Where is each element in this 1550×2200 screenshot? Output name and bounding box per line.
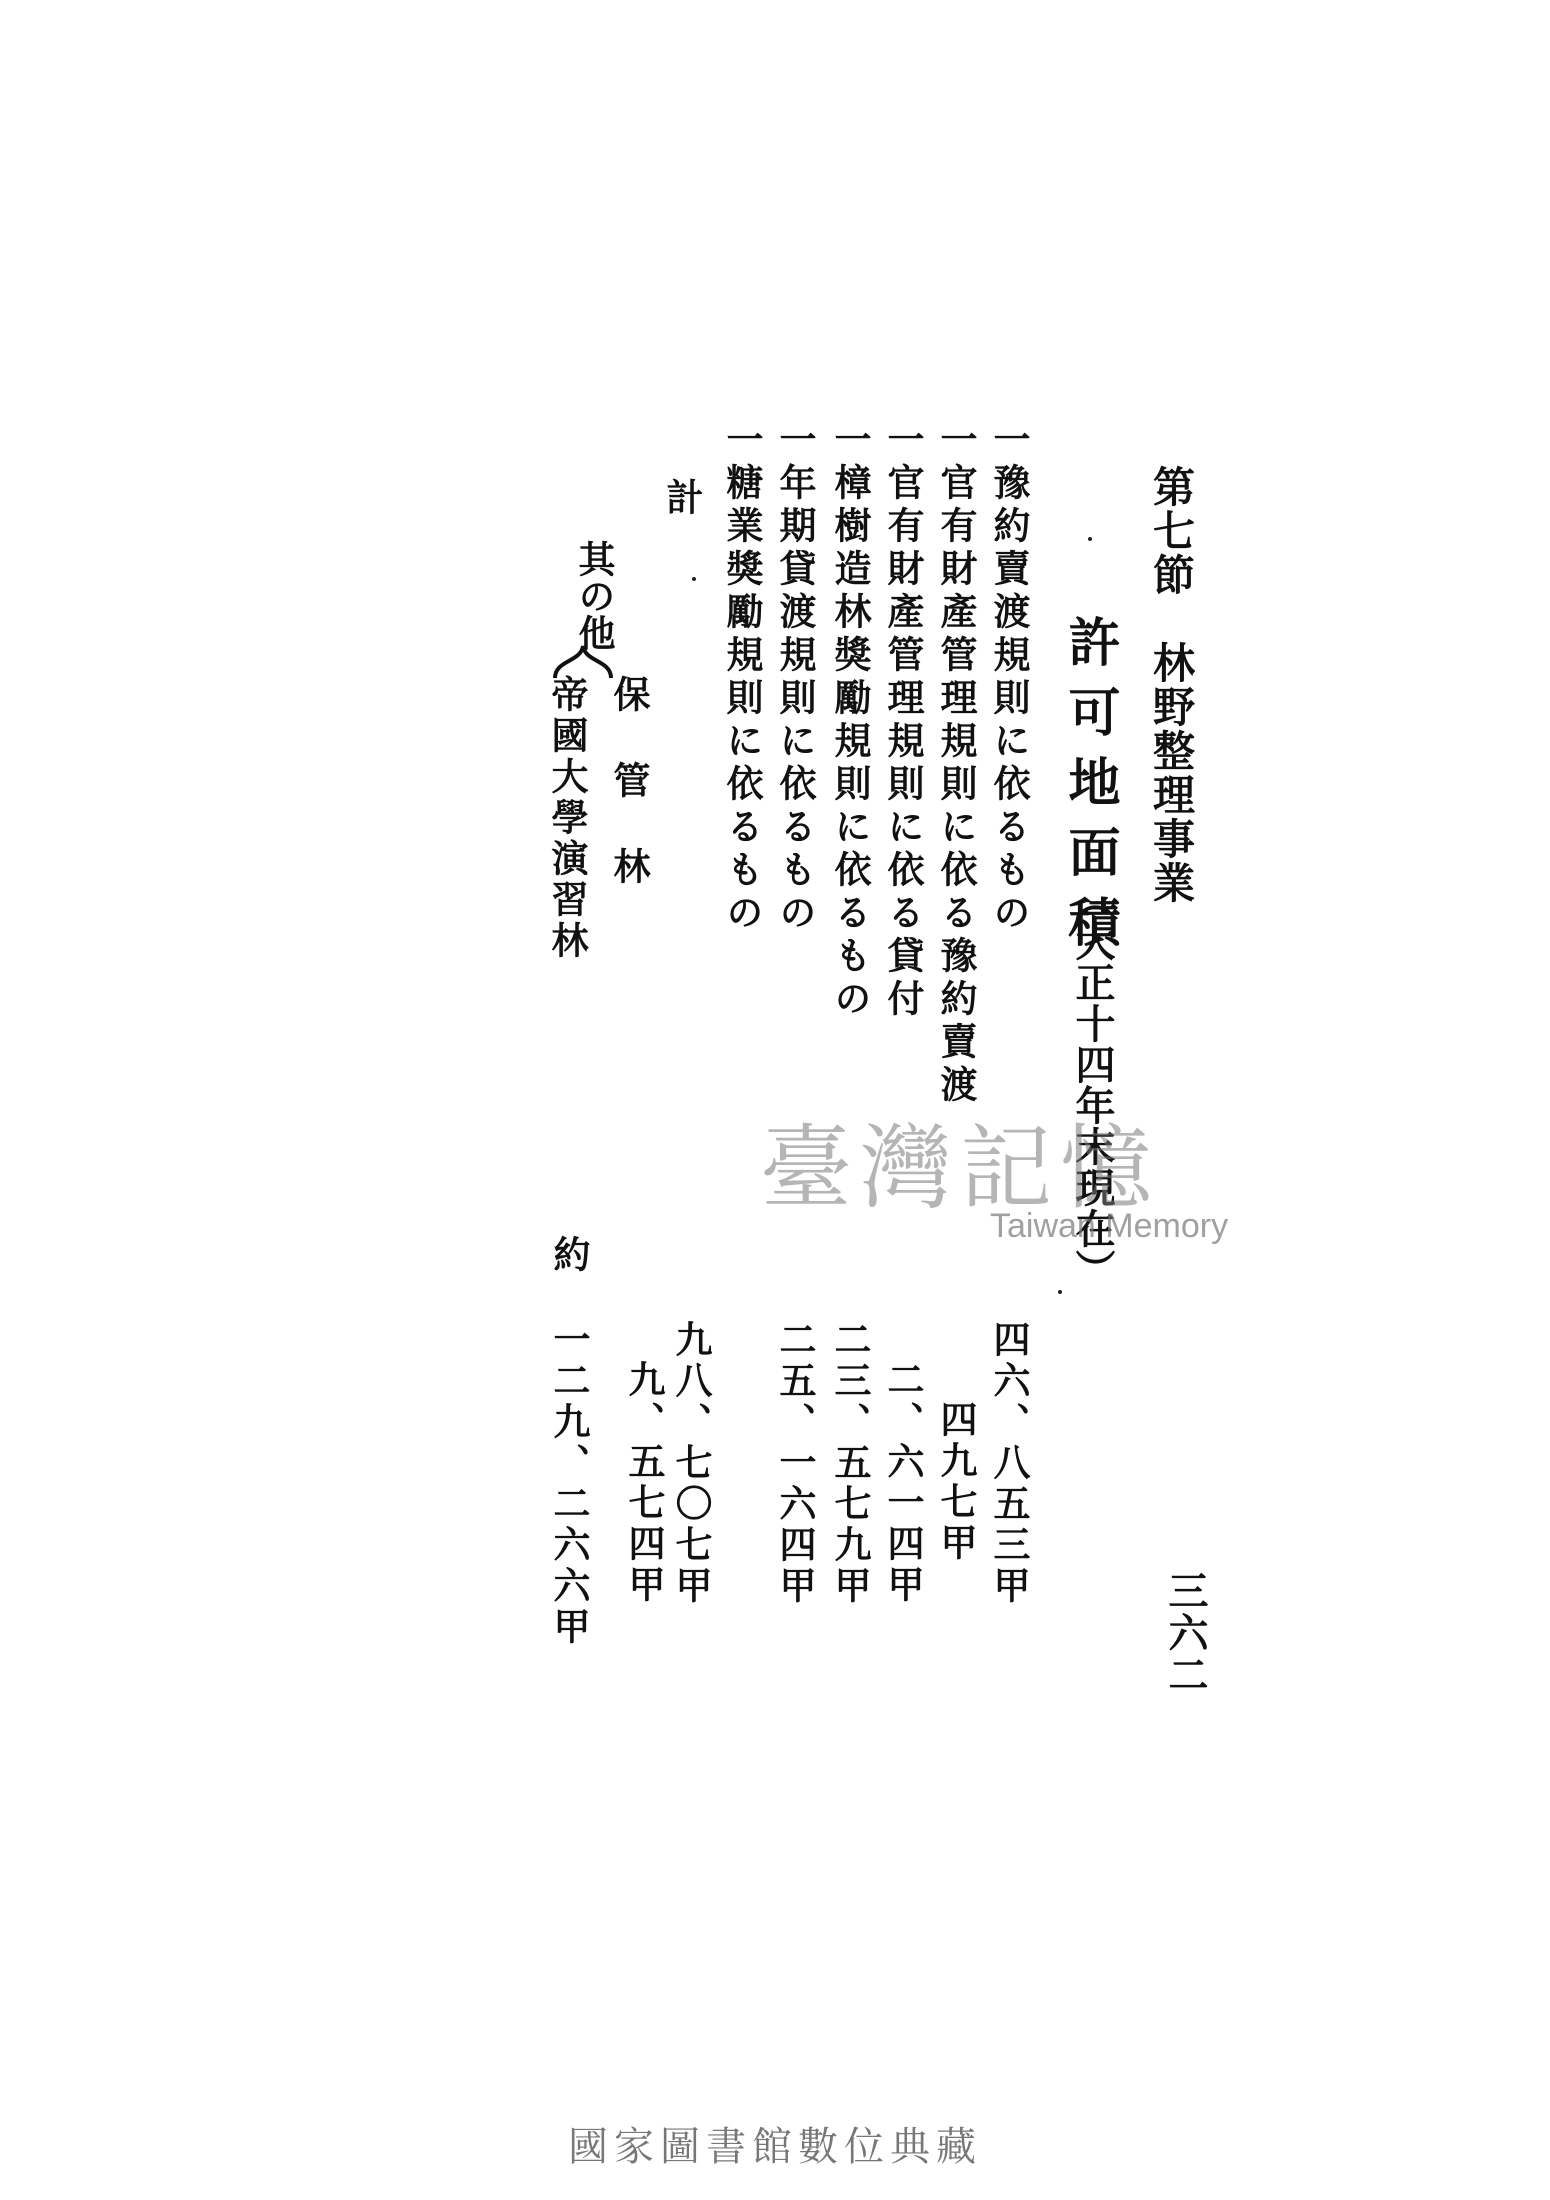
row-label: 一官有財產管理規則に依る貸付 — [881, 420, 925, 1022]
row-value: 四九七甲 — [934, 1400, 978, 1564]
brace-icon — [553, 640, 613, 680]
row-value: 二、六一四甲 — [881, 1360, 925, 1606]
other-item: 保 管 林 — [607, 675, 651, 890]
other-label: 其の他 — [572, 540, 616, 651]
approx-value: 一二九、二六六甲 — [547, 1320, 591, 1648]
row-label: 一官有財產管理規則に依る豫約賣渡 — [934, 420, 978, 1108]
section-heading: 第七節 林野整理事業 — [1147, 465, 1196, 905]
row-value: 九、五七四甲 — [622, 1360, 666, 1606]
print-speck — [692, 577, 696, 581]
row-label: 一糖業獎勵規則に依るもの — [720, 420, 764, 936]
as-of-date: （大正十四年末現在） — [1069, 880, 1116, 1290]
watermark-caption: Taiwan Memory — [990, 1207, 1229, 1245]
row-value: 四六、八五三甲 — [987, 1320, 1031, 1607]
total-label: 計 — [660, 478, 704, 515]
page-number: 三六二 — [1162, 1570, 1209, 1696]
row-label: 一樟樹造林獎勵規則に依るもの — [828, 420, 872, 1022]
approx-label: 約 — [547, 1235, 591, 1272]
print-speck — [1088, 537, 1092, 541]
table-title: 許可地面積 — [1059, 615, 1120, 965]
footer-credit: 國家圖書館數位典藏 — [568, 2124, 982, 2170]
row-value: 二五、一六四甲 — [773, 1320, 817, 1607]
row-label: 一豫約賣渡規則に依るもの — [987, 420, 1031, 936]
print-speck — [1058, 1290, 1062, 1294]
watermark-text: 臺灣記憶 — [760, 1115, 1161, 1222]
watermark-logo — [760, 1095, 1240, 1265]
row-value: 二三、五七九甲 — [828, 1320, 872, 1607]
row-label: 一年期貸渡規則に依るもの — [773, 420, 817, 936]
other-item: 帝國大學演習林 — [545, 675, 589, 962]
total-value: 九八、七〇七甲 — [669, 1320, 713, 1607]
